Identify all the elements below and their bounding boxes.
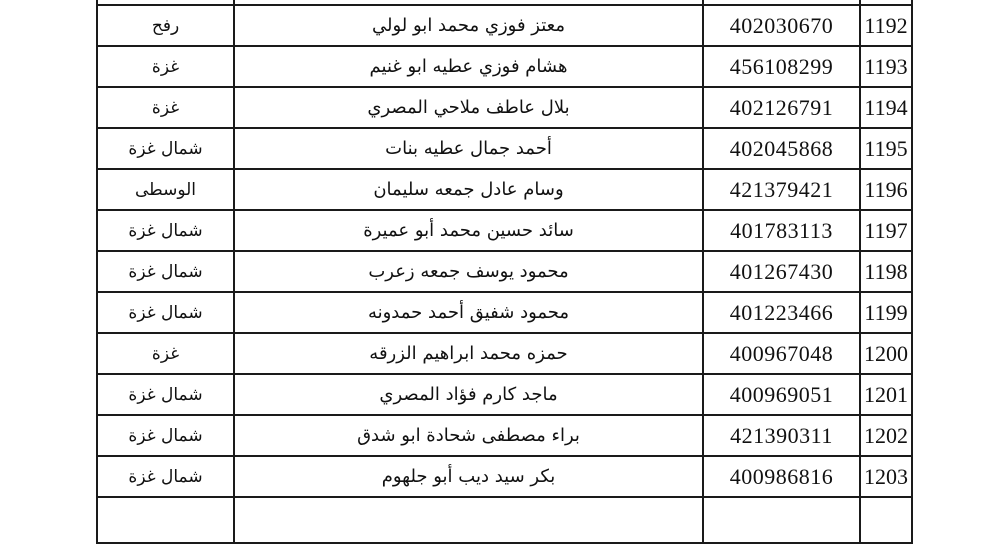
- roster-table-body: [97, 0, 912, 543]
- name-cell: ماجد كارم فؤاد المصري: [234, 374, 703, 415]
- table-row: [97, 333, 912, 374]
- id-number-cell: 401267430: [703, 251, 860, 292]
- serial-number-cell: 1196: [860, 169, 912, 210]
- region-cell: شمال غزة: [97, 210, 234, 251]
- serial-number-cell: 1200: [860, 333, 912, 374]
- table-row: [97, 169, 912, 210]
- serial-number-cell: 1201: [860, 374, 912, 415]
- serial-number-cell: [860, 497, 912, 543]
- serial-number-cell: 1192: [860, 5, 912, 46]
- table-row: [97, 456, 912, 497]
- name-cell: حمزه محمد ابراهيم الزرقه: [234, 333, 703, 374]
- table-row-partial-bottom: [97, 497, 912, 543]
- id-number-cell: 421379421: [703, 169, 860, 210]
- region-cell: الوسطى: [97, 169, 234, 210]
- id-number-cell: 401223466: [703, 292, 860, 333]
- name-cell: محمود يوسف جمعه زعرب: [234, 251, 703, 292]
- table-row: [97, 5, 912, 46]
- region-cell: شمال غزة: [97, 128, 234, 169]
- region-cell: شمال غزة: [97, 415, 234, 456]
- id-number-cell: 402126791: [703, 87, 860, 128]
- name-cell: سائد حسين محمد أبو عميرة: [234, 210, 703, 251]
- name-cell: براء مصطفى شحادة ابو شدق: [234, 415, 703, 456]
- name-cell: هشام فوزي عطيه ابو غنيم: [234, 46, 703, 87]
- table-row: [97, 128, 912, 169]
- serial-number-cell: 1195: [860, 128, 912, 169]
- table-row: [97, 46, 912, 87]
- table-row: [97, 87, 912, 128]
- serial-number-cell: 1203: [860, 456, 912, 497]
- id-number-cell: 401783113: [703, 210, 860, 251]
- table-row: [97, 415, 912, 456]
- id-number-cell: 400967048: [703, 333, 860, 374]
- name-cell: أحمد جمال عطيه بنات: [234, 128, 703, 169]
- serial-number-cell: 1202: [860, 415, 912, 456]
- id-number-cell: 402045868: [703, 128, 860, 169]
- region-cell: غزة: [97, 46, 234, 87]
- name-cell: معتز فوزي محمد ابو لولي: [234, 5, 703, 46]
- id-number-cell: 421390311: [703, 415, 860, 456]
- table-row: [97, 374, 912, 415]
- region-cell: [97, 497, 234, 543]
- roster-table: [96, 0, 913, 544]
- name-cell: [234, 497, 703, 543]
- name-cell: وسام عادل جمعه سليمان: [234, 169, 703, 210]
- id-number-cell: 400986816: [703, 456, 860, 497]
- serial-number-cell: 1199: [860, 292, 912, 333]
- region-cell: شمال غزة: [97, 251, 234, 292]
- id-number-cell: 402030670: [703, 5, 860, 46]
- id-number-cell: [703, 497, 860, 543]
- id-number-cell: 456108299: [703, 46, 860, 87]
- region-cell: رفح: [97, 5, 234, 46]
- serial-number-cell: 1197: [860, 210, 912, 251]
- serial-number-cell: 1194: [860, 87, 912, 128]
- name-cell: محمود شفيق أحمد حمدونه: [234, 292, 703, 333]
- serial-number-cell: 1193: [860, 46, 912, 87]
- region-cell: شمال غزة: [97, 292, 234, 333]
- region-cell: شمال غزة: [97, 374, 234, 415]
- serial-number-cell: 1198: [860, 251, 912, 292]
- table-row: [97, 251, 912, 292]
- table-row: [97, 210, 912, 251]
- region-cell: غزة: [97, 87, 234, 128]
- name-cell: بكر سيد ديب أبو جلهوم: [234, 456, 703, 497]
- name-cell: بلال عاطف ملاحي المصري: [234, 87, 703, 128]
- table-row: [97, 292, 912, 333]
- region-cell: شمال غزة: [97, 456, 234, 497]
- region-cell: غزة: [97, 333, 234, 374]
- id-number-cell: 400969051: [703, 374, 860, 415]
